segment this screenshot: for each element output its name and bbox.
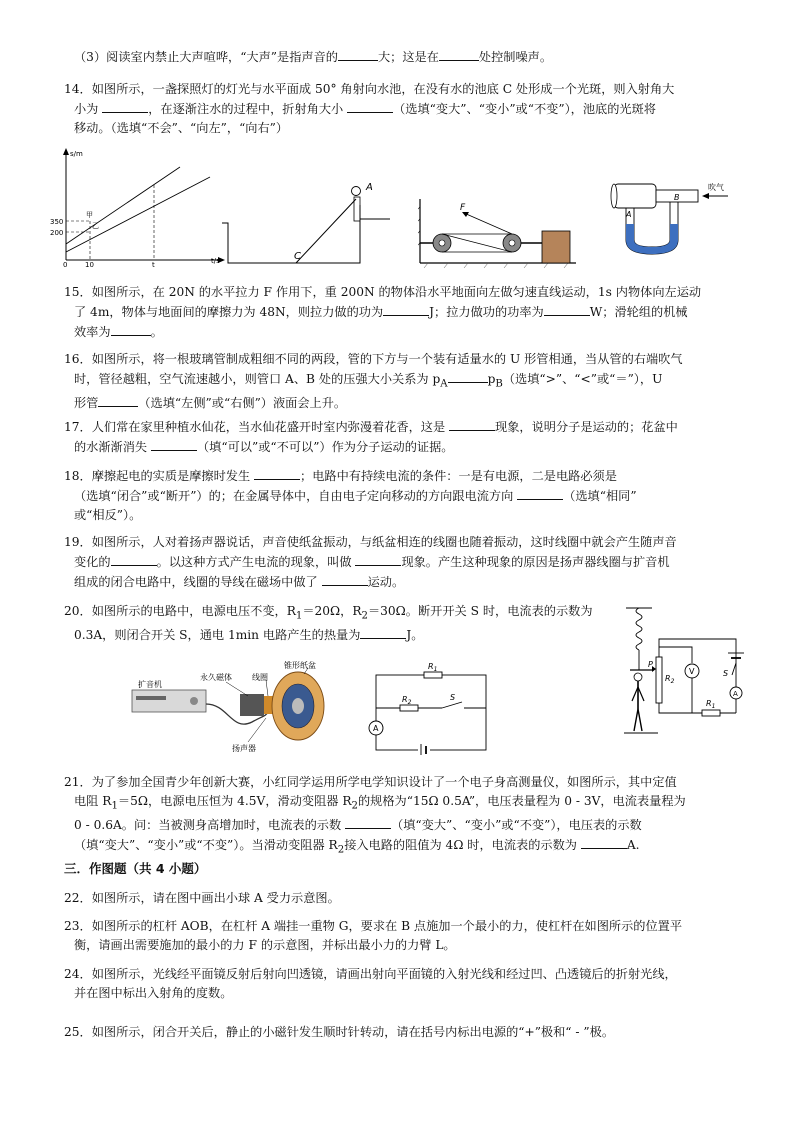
speaker-figure: [128, 660, 348, 755]
searchlight-icon: [352, 187, 361, 196]
svg-text:V: V: [689, 667, 695, 676]
x-tick-label: t: [152, 261, 155, 267]
answer-blank[interactable]: [338, 47, 378, 61]
answer-blank[interactable]: [581, 835, 627, 849]
svg-text:吹气: 吹气: [708, 183, 724, 192]
question-18: 18．摩擦起电的实质是摩擦时发生 ；电路中有持续电流的条件：一是有电源，二是电路必须是 （选填“闭合”或“断开”）的；在金属导体中，自由电子定向移动的方向跟电流方向 （选填“相同” 或“相反”）。: [64, 466, 764, 525]
person-icon: [634, 673, 642, 681]
svg-text:A: A: [366, 182, 373, 193]
pulley-figure: [418, 195, 578, 270]
question-15: 15．如图所示，在 20N 的水平拉力 F 作用下，重 200N 的物体沿水平地面向左做匀速直线运动，1s 内物体向左运动 了 4m，物体与地面间的摩擦力为 48N，则拉力做的功为 J；拉力做功的功率为 W；滑轮组的机械 效率为 。: [64, 285, 702, 339]
question-20: 20．如图所示的电路中，电源电压不变，$R_1=20\Omega$，$R_2=30\Omega$。断开开关 S 时，电流表的示数为 0.3A，则闭合开关 S，通电 1min 电路产生的热量为 J。: [64, 604, 593, 643]
line-jia: [66, 167, 180, 244]
svg-text:S: S: [450, 693, 456, 702]
light-ray: [296, 199, 356, 263]
x-tick-label: 0: [63, 261, 68, 267]
answer-blank[interactable]: [517, 486, 563, 500]
svg-text:S: S: [723, 669, 729, 678]
magnet-icon: [240, 694, 264, 716]
answer-blank[interactable]: [254, 466, 300, 480]
answer-blank[interactable]: [151, 437, 197, 451]
block-object: [542, 231, 570, 263]
x-tick-label: 10: [85, 261, 94, 267]
svg-text:A: A: [733, 690, 738, 698]
question-24: 24．如图所示，光线经平面镜反射后射向凹透镜，请画出射向平面镜的入射光线和经过凹、凸透镜后的折射光线， 并在图中标出入射角的度数。: [64, 967, 677, 1000]
svg-text:R2: $R_2$: [665, 674, 675, 685]
svg-text:P: P: [648, 660, 653, 669]
svg-text:R1: $R_1$: [706, 699, 716, 710]
answer-blank[interactable]: [111, 322, 151, 336]
question-25: 25．如图所示，闭合开关后，静止的小磁针发生顺时针转动，请在括号内标出电源的“+”极和“ - ”极。: [64, 1025, 615, 1039]
svg-text:A: A: [626, 210, 632, 219]
answer-blank[interactable]: [102, 99, 148, 113]
u-tube-figure: [604, 178, 734, 260]
answer-blank[interactable]: [544, 302, 590, 316]
svg-text:A: A: [373, 724, 379, 733]
svg-text:B: B: [674, 193, 680, 202]
answer-blank[interactable]: [449, 417, 495, 431]
svg-text:R2: $R_2$: [402, 695, 412, 706]
answer-blank[interactable]: [98, 393, 138, 407]
svg-text:F: F: [460, 203, 466, 213]
svg-text:扩音机: 扩音机: [138, 680, 162, 689]
y-tick-label: 350: [50, 218, 64, 226]
x-axis-label: t/s: [211, 257, 220, 265]
question-13-part-3: （3）阅读室内禁止大声喧哗，“大声”是指声音的 大；这是在 处控制噪声。: [64, 47, 764, 67]
answer-blank[interactable]: [347, 99, 393, 113]
switch-s: [732, 663, 736, 675]
answer-blank[interactable]: [383, 302, 429, 316]
answer-blank[interactable]: [355, 552, 401, 566]
question-19: 19．如图所示，人对着扬声器说话，声音使纸盆振动，与纸盆相连的线圈也随着振动，这时线圈中就会产生随声音 变化的 。以这种方式产生电流的现象，叫做 现象。产生这种现象的原因是扬声器线圈与扩音机 组成的闭合电路中，线圈的导线在磁场中做了 运动。: [64, 535, 677, 589]
question-22: 22．如图所示，请在图中画出小球 A 受力示意图。: [64, 891, 340, 905]
question-14: 14．如图所示，一盏探照灯的灯光与水平面成 50° 角射向水池，在没有水的池底 C 处形成一个光斑，则入射角大 小为 ，在逐渐注水的过程中，折射角大小 （选填“变大”、“变小”或“不变”），池底的光斑将 移动。（选填“不会”、“向左”，“向右”）: [64, 82, 675, 135]
svg-text:R1: $R_1$: [428, 662, 438, 673]
answer-blank[interactable]: [111, 552, 157, 566]
svg-text:C: C: [294, 251, 301, 262]
answer-blank[interactable]: [322, 572, 368, 586]
st-graph: [50, 145, 230, 267]
pool-figure: [220, 175, 400, 270]
svg-text:扬声器: 扬声器: [232, 744, 256, 753]
rheostat-r2: [656, 657, 662, 703]
y-tick-label: 200: [50, 229, 64, 237]
resistor-r1: [702, 710, 720, 716]
question-21: 21．为了参加全国青少年创新大赛，小红同学运用所学电学知识设计了一个电子身高测量仪，如图所示，其中定值 电阻 $R_1=5\Omega$，电源电压恒为 4.5V，滑动变阻器 $R_2$的规格为“15Ω 0.5A”，电压表量程为 0 - 3V，电流表量程为 0 - 0.6A。问：当被测身高增加时，电流表的示数 （填“变大”、“变小”或“不变”），电压表的示数 （填“变大”、“变小”或“不变”）。当滑动变阻器 $R_2$接入电路的阻值为 4Ω 时，电流表的示数为 A.: [64, 775, 686, 856]
circuit-figure: [362, 660, 502, 755]
svg-text:锥形纸盆: 锥形纸盆: [284, 661, 316, 670]
series-label-jia: 甲: [86, 211, 93, 219]
answer-blank[interactable]: [360, 625, 406, 639]
question-17: 17．人们常在家里种植水仙花，当水仙花盛开时室内弥漫着花香，这是 现象，说明分子是运动的；花盆中 的水渐渐消失 （填“可以”或“不可以”）作为分子运动的证据。: [64, 417, 764, 457]
answer-blank[interactable]: [439, 47, 479, 61]
question-16: 16．如图所示，将一根玻璃管制成粗细不同的两段，管的下方与一个装有适量水的 U 形管相通，当从管的右端吹气 时，管径越粗，空气流速越小，则管口 A、B 处的压强大小关系为 $p_A$ $p_B$（选填“>”、“<”或“＝”），U 形管 （选填“左侧”或“右侧”）液面会上升。: [64, 352, 683, 411]
y-axis-label: s/m: [70, 150, 83, 158]
spring-icon: [636, 608, 642, 650]
answer-blank[interactable]: [345, 815, 391, 829]
svg-text:线圈: 线圈: [252, 673, 268, 682]
section-heading: 三．作图题（共 4 小题）: [64, 861, 207, 876]
svg-text:永久磁体: 永久磁体: [200, 673, 232, 682]
series-label-yi: 乙: [92, 222, 99, 230]
answer-blank[interactable]: [448, 369, 488, 383]
question-23: 23．如图所示的杠杆 AOB，在杠杆 A 端挂一重物 G，要求在 B 点施加一个最小的力，使杠杆在如图所示的位置平 衡，请画出需要施加的最小的力 F 的示意图，并标出最小力的力臂 L。: [64, 919, 683, 952]
water-fill: [626, 224, 678, 254]
height-meter-figure: [624, 605, 754, 745]
